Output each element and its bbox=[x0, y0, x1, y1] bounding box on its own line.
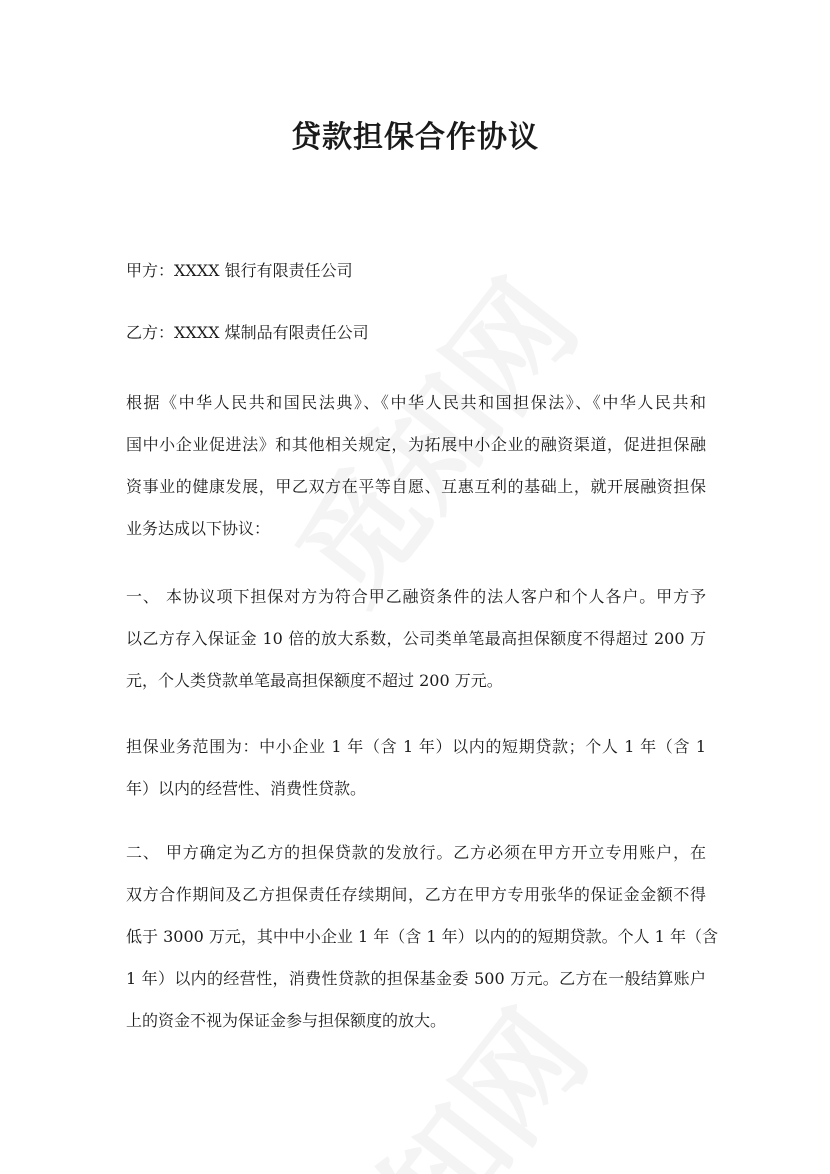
paragraph-line: 年）以内的经营性、消费性贷款。 bbox=[126, 779, 367, 798]
paragraph-line: 根据《中华人民共和国民法典》、《中华人民共和国担保法》、《中华人民共和 bbox=[126, 393, 706, 412]
paragraph-line: 二、 甲方确定为乙方的担保贷款的发放行。乙方必须在甲方开立专用账户，在 bbox=[126, 843, 706, 862]
paragraph-line: 国中小企业促进法》和其他相关规定，为拓展中小企业的融资渠道，促进担保融 bbox=[126, 435, 706, 454]
paragraph-line: 双方合作期间及乙方担保责任存续期间，乙方在甲方专用张华的保证金金额不得 bbox=[126, 885, 706, 904]
guarantee-scope bbox=[126, 726, 706, 810]
paragraph-line: 元，个人类贷款单笔最高担保额度不超过 200 万元。 bbox=[126, 671, 503, 690]
paragraph-line: 一、 本协议项下担保对方为符合甲乙融资条件的法人客户和个人各户。甲方予 bbox=[126, 587, 706, 606]
document-title: 贷款担保合作协议 bbox=[291, 120, 539, 155]
article-1 bbox=[126, 576, 706, 702]
paragraph-line: 上的资金不视为保证金参与担保额度的放大。 bbox=[126, 1011, 447, 1030]
paragraph-line: 担保业务范围为：中小企业 1 年（含 1 年）以内的短期贷款；个人 1 年（含 1 bbox=[126, 737, 706, 756]
intro-paragraph bbox=[126, 382, 706, 550]
party-b: 乙方：XXXX 煤制品有限责任公司 bbox=[126, 323, 369, 342]
party-a: 甲方：XXXX 银行有限责任公司 bbox=[126, 261, 353, 280]
paragraph-line: 1 年）以内的经营性，消费性贷款的担保基金委 500 万元。乙方在一般结算账户 bbox=[126, 969, 706, 988]
paragraph-line: 资事业的健康发展，甲乙双方在平等自愿、互惠互利的基础上，就开展融资担保 bbox=[126, 477, 706, 496]
paragraph-line: 业务达成以下协议： bbox=[126, 519, 271, 538]
paragraph-line: 低于 3000 万元，其中中小企业 1 年（含 1 年）以内的的短期贷款。个人 1 年（含 bbox=[126, 927, 718, 946]
paragraph-line: 以乙方存入保证金 10 倍的放大系数，公司类单笔最高担保额度不得超过 200 万 bbox=[126, 629, 706, 648]
article-2 bbox=[126, 832, 718, 1042]
